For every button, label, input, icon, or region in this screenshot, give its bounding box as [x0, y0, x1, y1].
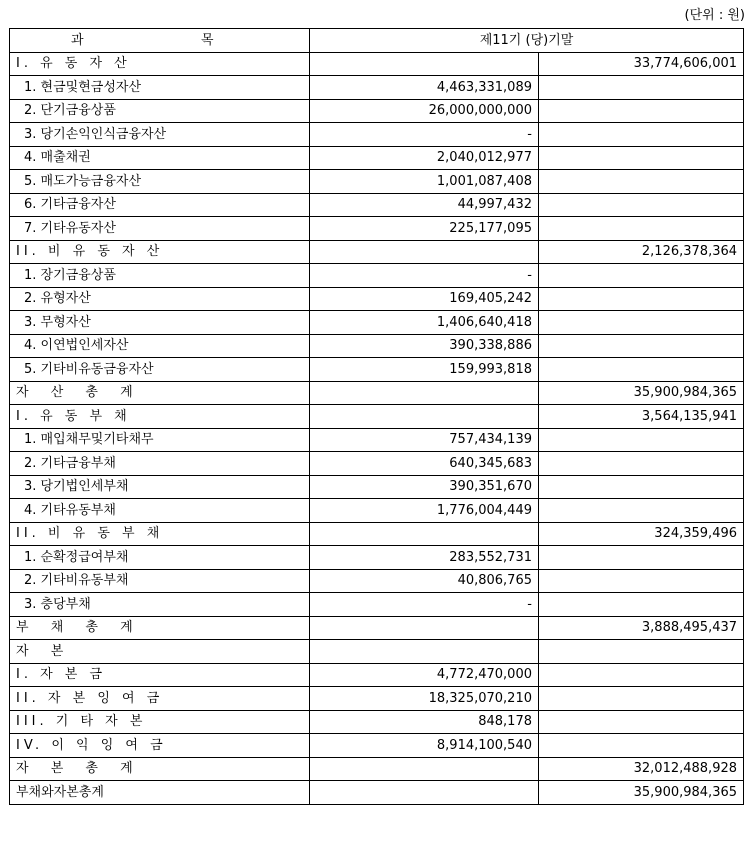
total-amount	[539, 452, 744, 476]
detail-amount	[310, 781, 539, 805]
total-amount	[539, 217, 744, 241]
total-amount	[539, 264, 744, 288]
table-row	[10, 640, 744, 664]
total-amount	[539, 99, 744, 123]
total-amount	[539, 170, 744, 194]
detail-amount	[310, 240, 539, 264]
total-amount	[539, 734, 744, 758]
total-amount: 3,888,495,437	[539, 616, 744, 640]
total-amount	[539, 569, 744, 593]
account-label: III. 기 타 자 본	[10, 710, 310, 734]
balance-sheet-table	[9, 28, 744, 805]
account-label: 7. 기타유동자산	[10, 217, 310, 241]
detail-amount: 169,405,242	[310, 287, 539, 311]
total-amount: 3,564,135,941	[539, 405, 744, 429]
total-amount	[539, 640, 744, 664]
table-body	[10, 52, 744, 804]
detail-amount: 40,806,765	[310, 569, 539, 593]
detail-amount	[310, 381, 539, 405]
total-amount	[539, 287, 744, 311]
header-account-a: 과	[71, 32, 84, 48]
detail-amount: 4,772,470,000	[310, 663, 539, 687]
table-row	[10, 757, 744, 781]
account-label: 2. 기타금융부채	[10, 452, 310, 476]
table-row	[10, 99, 744, 123]
table-row	[10, 381, 744, 405]
account-label: 3. 당기법인세부채	[10, 475, 310, 499]
account-label: 4. 기타유동부채	[10, 499, 310, 523]
account-label: 부 채 총 계	[10, 616, 310, 640]
table-row	[10, 428, 744, 452]
detail-amount: 159,993,818	[310, 358, 539, 382]
total-amount	[539, 334, 744, 358]
header-account-b: 목	[201, 32, 214, 48]
account-label: 2. 유형자산	[10, 287, 310, 311]
detail-amount: 1,406,640,418	[310, 311, 539, 335]
total-amount	[539, 546, 744, 570]
total-amount	[539, 428, 744, 452]
table-row	[10, 452, 744, 476]
account-label: 5. 매도가능금융자산	[10, 170, 310, 194]
account-label: 3. 당기손익인식금융자산	[10, 123, 310, 147]
account-label: 1. 현금및현금성자산	[10, 76, 310, 100]
detail-amount	[310, 405, 539, 429]
account-label: I. 유 동 부 채	[10, 405, 310, 429]
account-label: I. 유 동 자 산	[10, 52, 310, 76]
detail-amount: 225,177,095	[310, 217, 539, 241]
table-row	[10, 52, 744, 76]
total-amount: 33,774,606,001	[539, 52, 744, 76]
table-row	[10, 240, 744, 264]
table-row	[10, 170, 744, 194]
table-row	[10, 499, 744, 523]
total-amount	[539, 710, 744, 734]
table-row	[10, 616, 744, 640]
account-label: I. 자 본 금	[10, 663, 310, 687]
account-label: IV. 이 익 잉 여 금	[10, 734, 310, 758]
table-row	[10, 475, 744, 499]
detail-amount: 44,997,432	[310, 193, 539, 217]
total-amount	[539, 358, 744, 382]
total-amount: 2,126,378,364	[539, 240, 744, 264]
header-period: 제11기 (당)기말	[310, 29, 744, 53]
header-account	[10, 29, 310, 53]
table-row	[10, 734, 744, 758]
detail-amount: 1,001,087,408	[310, 170, 539, 194]
table-row	[10, 217, 744, 241]
account-label: 자 본	[10, 640, 310, 664]
account-label: 5. 기타비유동금융자산	[10, 358, 310, 382]
detail-amount	[310, 522, 539, 546]
account-label: 3. 무형자산	[10, 311, 310, 335]
detail-amount: 2,040,012,977	[310, 146, 539, 170]
account-label: II. 비 유 동 부 채	[10, 522, 310, 546]
total-amount: 32,012,488,928	[539, 757, 744, 781]
account-label: II. 자 본 잉 여 금	[10, 687, 310, 711]
total-amount	[539, 499, 744, 523]
total-amount: 35,900,984,365	[539, 381, 744, 405]
account-label: 1. 매입채무및기타채무	[10, 428, 310, 452]
account-label: 1. 순확정급여부채	[10, 546, 310, 570]
total-amount: 324,359,496	[539, 522, 744, 546]
detail-amount	[310, 52, 539, 76]
total-amount	[539, 146, 744, 170]
detail-amount: -	[310, 123, 539, 147]
detail-amount: 26,000,000,000	[310, 99, 539, 123]
detail-amount: 390,351,670	[310, 475, 539, 499]
detail-amount: 757,434,139	[310, 428, 539, 452]
table-row	[10, 193, 744, 217]
total-amount	[539, 475, 744, 499]
account-label: 자 본 총 계	[10, 757, 310, 781]
total-amount	[539, 663, 744, 687]
table-row	[10, 334, 744, 358]
total-amount	[539, 311, 744, 335]
table-row	[10, 76, 744, 100]
account-label: 1. 장기금융상품	[10, 264, 310, 288]
detail-amount: 4,463,331,089	[310, 76, 539, 100]
account-label: 자 산 총 계	[10, 381, 310, 405]
table-row	[10, 687, 744, 711]
detail-amount: 8,914,100,540	[310, 734, 539, 758]
table-row	[10, 405, 744, 429]
table-row	[10, 264, 744, 288]
table-row	[10, 710, 744, 734]
account-label: 2. 기타비유동부채	[10, 569, 310, 593]
detail-amount	[310, 616, 539, 640]
total-amount: 35,900,984,365	[539, 781, 744, 805]
table-row	[10, 781, 744, 805]
table-row	[10, 358, 744, 382]
detail-amount: 1,776,004,449	[310, 499, 539, 523]
table-row	[10, 593, 744, 617]
total-amount	[539, 193, 744, 217]
header-row	[10, 29, 744, 53]
total-amount	[539, 123, 744, 147]
table-row	[10, 287, 744, 311]
detail-amount: -	[310, 593, 539, 617]
table-row	[10, 546, 744, 570]
total-amount	[539, 687, 744, 711]
table-row	[10, 123, 744, 147]
table-row	[10, 311, 744, 335]
table-row	[10, 522, 744, 546]
detail-amount: 848,178	[310, 710, 539, 734]
detail-amount	[310, 757, 539, 781]
total-amount	[539, 593, 744, 617]
account-label: 4. 매출채권	[10, 146, 310, 170]
account-label: 2. 단기금융상품	[10, 99, 310, 123]
account-label: II. 비 유 동 자 산	[10, 240, 310, 264]
account-label: 6. 기타금융자산	[10, 193, 310, 217]
table-row	[10, 569, 744, 593]
account-label: 4. 이연법인세자산	[10, 334, 310, 358]
detail-amount: 283,552,731	[310, 546, 539, 570]
total-amount	[539, 76, 744, 100]
table-row	[10, 146, 744, 170]
table-row	[10, 663, 744, 687]
detail-amount: 18,325,070,210	[310, 687, 539, 711]
detail-amount: 390,338,886	[310, 334, 539, 358]
detail-amount: -	[310, 264, 539, 288]
unit-label: (단위 : 원)	[684, 8, 745, 23]
account-label: 3. 충당부채	[10, 593, 310, 617]
detail-amount	[310, 640, 539, 664]
account-label: 부채와자본총계	[10, 781, 310, 805]
detail-amount: 640,345,683	[310, 452, 539, 476]
